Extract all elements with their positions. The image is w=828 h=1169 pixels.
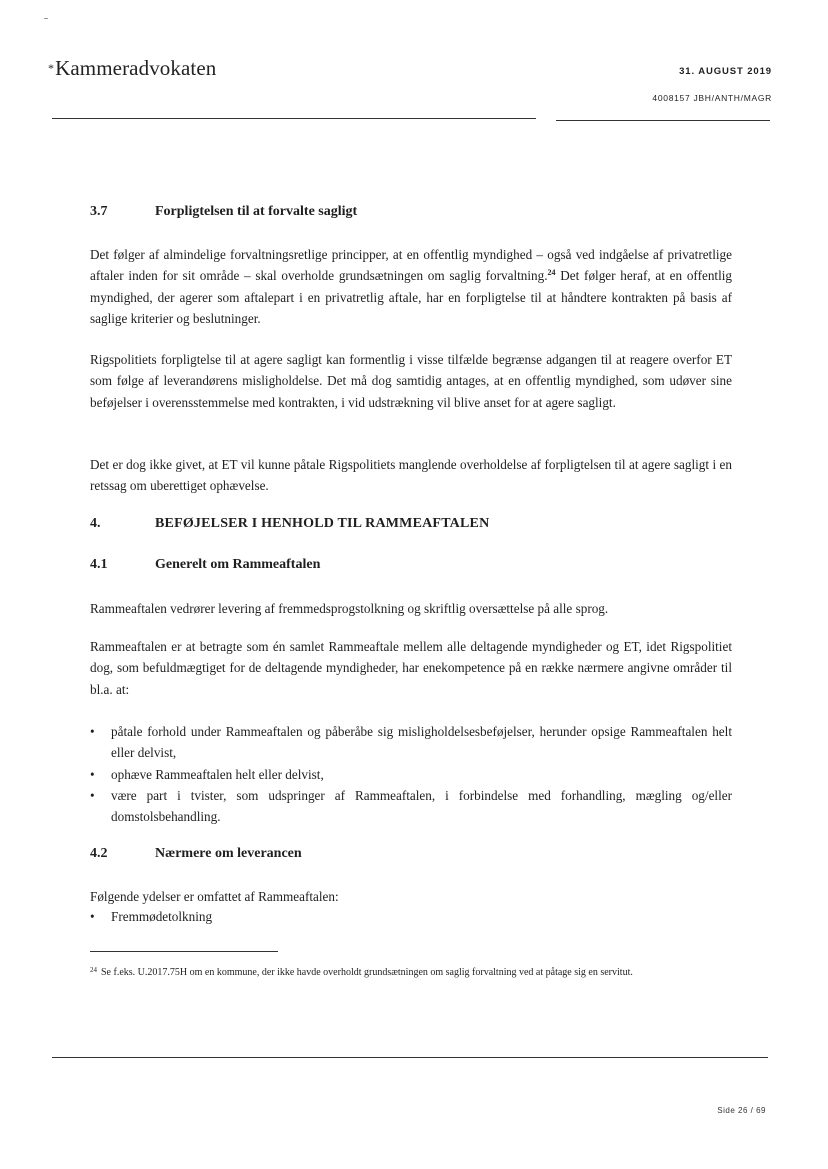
- list-item: [90, 721, 732, 764]
- section-3-7-paragraph-1: [90, 244, 732, 329]
- footnote-text: Se f.eks. U.2017.75H om en kommune, der ikke havde overholdt grundsætningen om saglig forvaltning ved at påtage sig en servitut.: [101, 967, 633, 978]
- section-4-2-paragraph-1: Følgende ydelser er omfattet af Rammeaftalen:: [90, 889, 339, 904]
- header-divider-right: [556, 120, 770, 121]
- bullet-icon: •: [90, 787, 95, 803]
- section-4-1-heading: Generelt om Rammeaftalen: [155, 557, 321, 572]
- section-4-2-bullet-list: [90, 906, 732, 927]
- footnote-reference-24: 24: [547, 268, 556, 278]
- section-4-heading: BEFØJELSER I HENHOLD TIL RAMMEAFTALEN: [155, 516, 490, 531]
- bullet-icon: •: [90, 724, 95, 739]
- list-item: [90, 764, 732, 785]
- list-item-text: ophæve Rammeaftalen helt eller delvist,: [111, 766, 324, 782]
- document-reference: 4008157 JBH/ANTH/MAGR: [652, 93, 772, 103]
- section-4-1-bullet-list: [90, 721, 732, 827]
- footnote-24: [90, 962, 738, 981]
- document-date: 31. AUGUST 2019: [679, 66, 772, 77]
- kammeradvokaten-logo: [48, 56, 216, 81]
- section-3-7-paragraph-3: Det er dog ikke givet, at ET vil kunne påtale Rigspolitiets manglende overholdelse af forpligtelsen til at agere sagligt i en retssag om uberettiget ophævelse.: [90, 457, 732, 494]
- paragraph-text: Det følger af almindelige forvaltningsretlige principper, at en offentlig myndighed – også ved indgåelse af privatretlige aftaler inden for sit område – skal overholde grundsætningen om saglig forvaltning.: [90, 247, 732, 284]
- list-item-text: Fremmødetolkning: [111, 909, 213, 924]
- footer-divider: [52, 1057, 768, 1058]
- page-number: Side 26 / 69: [717, 1106, 766, 1115]
- section-4-2-number: 4.2: [90, 846, 108, 861]
- paragraph-text-continued: Det følger heraf, at en offentlig myndighed, der agerer som aftalepart i en privatretlig aftale, har en forpligtelse til at håndtere kontrakten på basis af saglige kriterier og beslutninger.: [90, 268, 732, 326]
- header-divider-left: [52, 118, 536, 119]
- logo-text: Kammeradvokaten: [55, 56, 217, 80]
- footnote-divider: [90, 951, 278, 952]
- section-3-7-heading: Forpligtelsen til at forvalte sagligt: [155, 204, 358, 219]
- section-3-7-number: 3.7: [90, 204, 108, 219]
- section-4-2-heading: Nærmere om leverancen: [155, 846, 302, 861]
- bullet-icon: •: [90, 766, 95, 782]
- section-4-1-number: 4.1: [90, 557, 108, 572]
- section-3-7-paragraph-2: Rigspolitiets forpligtelse til at agere sagligt kan formentlig i visse tilfælde begrænse adgangen til at reagere overfor ET som følge af leverandørens misligholdelse. Det må dog samtidig antages, at en offentlig myndighed, som udøver sine beføjelser i overensstemmelse med kontrakten, i vid udstrækning vil blive anset for at agere sagligt.: [90, 352, 732, 410]
- scan-speck: [44, 18, 48, 19]
- bullet-icon: •: [90, 909, 95, 924]
- section-4-1-paragraph-1: Rammeaftalen vedrører levering af fremmedsprogstolkning og skriftlig oversættelse på alle sprog.: [90, 601, 609, 616]
- list-item: [90, 906, 732, 927]
- list-item: [90, 785, 732, 828]
- footnote-marker: 24: [90, 966, 97, 974]
- list-item-text: være part i tvister, som udspringer af Rammeaftalen, i forbindelse med forhandling, mægling og/eller domstolsbehandling.: [111, 787, 732, 825]
- list-item-text: påtale forhold under Rammeaftalen og påberåbe sig misligholdelsesbeføjelser, herunder opsige Rammeaftalen helt eller delvist,: [111, 724, 732, 761]
- logo-mark-icon: *: [48, 61, 55, 75]
- section-4-number: 4.: [90, 516, 101, 531]
- section-4-1-paragraph-2: Rammeaftalen er at betragte som én samlet Rammeaftale mellem alle deltagende myndigheder og ET, idet Rigspolitiet dog, som befuldmægtiget for de deltagende myndigheder, har enekompetence på en række nærmere angivne områder til bl.a. at:: [90, 639, 732, 697]
